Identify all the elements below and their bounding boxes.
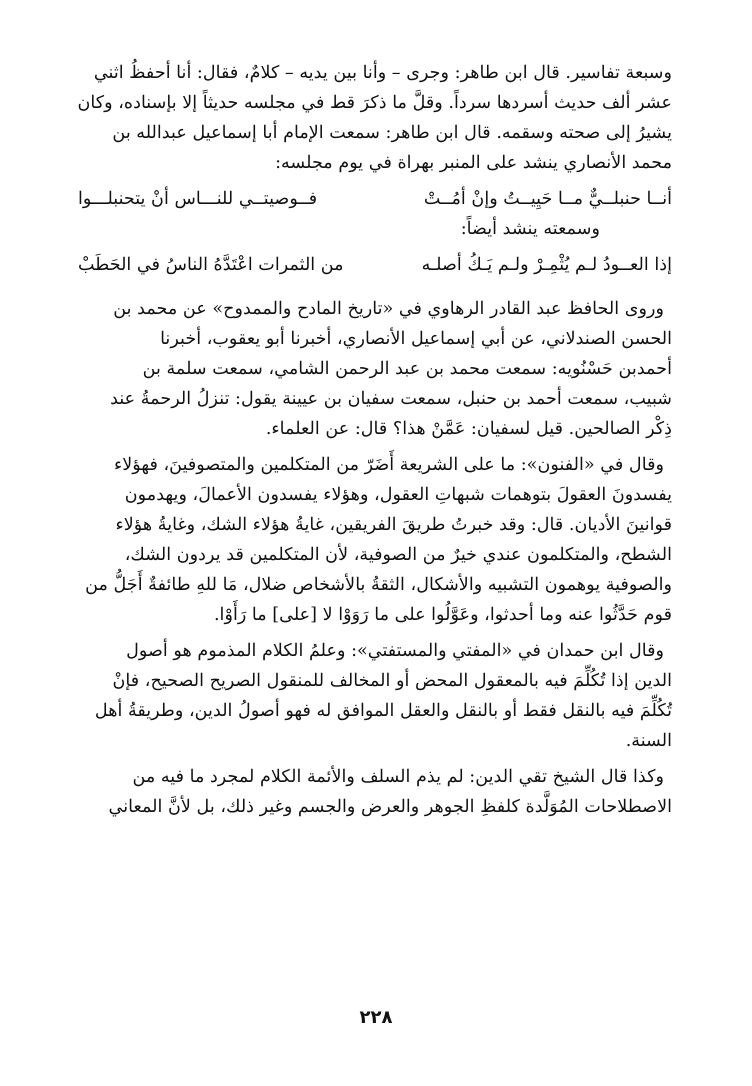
text-line: السنة. bbox=[625, 731, 672, 751]
text-line: قوانينَ الأديان. قال: وقد خبرتُ طريقَ الفريقين، غايةُ هؤلاء الشك، وغايةُ هؤلاء bbox=[115, 515, 672, 535]
text-line-content: وسبعة تفاسير. قال ابن طاهر: وجرى – وأنا بين يديه – كلامٌ، فقال: أنا أحفظُ اثني bbox=[93, 63, 672, 83]
page-number: ٢٢٨ bbox=[359, 1007, 393, 1028]
verse-second-hemistich: من الثمرات اعْتَدَّهُ الناسُ في الحَطَبْ bbox=[78, 255, 344, 275]
paragraph-2 bbox=[78, 294, 672, 444]
text-line: يشيرُ إلى صحته وسقمه. قال ابن طاهر: سمعت الإمام أبا إسماعيل عبدالله بن bbox=[112, 123, 672, 143]
text-line: تُكُلِّمَ فيه بالنقل فقط أو بالنقل والعقل الموافق له فهو أصولُ الدين، وطريقةُ أهل bbox=[94, 701, 672, 721]
text-line: وقال ابن حمدان في «المفتي والمستفتي»: وعلمُ الكلام المذموم هو أصول bbox=[126, 641, 664, 661]
text-line: ذِكْر الصالحين. قيل لسفيان: عَمَّنْ هذا؟ قال: عن العلماء. bbox=[265, 419, 672, 439]
text-line: وروى الحافظ عبد القادر الرهاوي في «تاريخ المادح والممدوح» عن محمد بن bbox=[113, 299, 664, 319]
text-line: الاصطلاحات المُوَلَّدة كلفظِ الجوهر والعرض والجسم وغير ذلك، بل لأنَّ المعاني bbox=[108, 797, 672, 817]
page-body bbox=[78, 58, 672, 822]
verse-second-hemistich: فــوصيتــي للنـــاس أنْ يتحنبلـــوا bbox=[78, 189, 318, 209]
paragraph-1 bbox=[78, 58, 672, 178]
paragraph-3 bbox=[78, 450, 672, 630]
text-line: وكذا قال الشيخ تقي الدين: لم يذم السلف والأئمة الكلام لمجرد ما فيه من bbox=[132, 767, 664, 787]
verse-first-hemistich: أنــا حنبلــيٌّ مــا حَيِيــتُ وإنْ أمُــتْ bbox=[423, 189, 672, 209]
paragraph-5 bbox=[78, 762, 672, 822]
text-line: وقال في «الفنون»: ما على الشريعة أَضَرّ من المتكلمين والمتصوفينَ، فهؤلاء bbox=[114, 455, 664, 475]
poem-verse-1 bbox=[78, 184, 672, 214]
text-line: الدين إذا تُكُلِّمَ فيه بالمعقول المحض أو المخالف للمنقول الصريح الصحيح، فإنْ bbox=[112, 671, 672, 691]
text-line: قوم حَدَّثُوا عنه وما أحدثوا، وعَوَّلُوا على ما رَوَوْا لا [على] ما رَأَوْا. bbox=[213, 605, 672, 625]
text-line: يفسدونَ العقولَ بتوهمات شبهاتِ العقول، وهؤلاء يفسدون الأعمالَ، ويهدمون bbox=[124, 485, 672, 505]
text-line: والصوفية يوهمون التشبيه والأشكال، الثقةُ بالأشخاص ضلال، مَا للهِ طائفةٌ أَجَلُّ من bbox=[85, 575, 672, 595]
poem-verse-2 bbox=[78, 250, 672, 280]
text-line: محمد الأنصاري ينشد على المنبر بهراة في يوم مجلسه: bbox=[275, 153, 672, 173]
text-line: الشطح، والمتكلمون عندي خيرٌ من الصوفية، لأن المتكلمين قد يردون الشك، bbox=[124, 545, 672, 565]
text-line: شبيب، سمعت أحمد بن حنبل، سمعت سفيان بن عيينة يقول: تنزلُ الرحمةُ عند bbox=[110, 389, 672, 409]
text-line: أحمدبن حَسْنُويه: سمعت محمد بن عبد الرحمن الشامي، سمعت سلمة بن bbox=[142, 359, 672, 379]
text-line: عشر ألف حديث أسردها سرداً. وقلَّ ما ذكرَ قط في مجلسه حديثاً إلا بإسناده، وكان bbox=[77, 93, 672, 113]
verse-intro: وسمعته ينشد أيضاً: bbox=[460, 219, 600, 239]
text-line bbox=[78, 58, 672, 88]
text-line: الحسن الصندلاني، عن أبي إسماعيل الأنصاري، أخبرنا أبو يعقوب، أخبرنا bbox=[160, 329, 672, 349]
paragraph-4 bbox=[78, 636, 672, 756]
verse-first-hemistich: إذا العــودُ لـم يُثْمِـرْ ولـم يَـكُ أصلـه bbox=[421, 255, 672, 275]
